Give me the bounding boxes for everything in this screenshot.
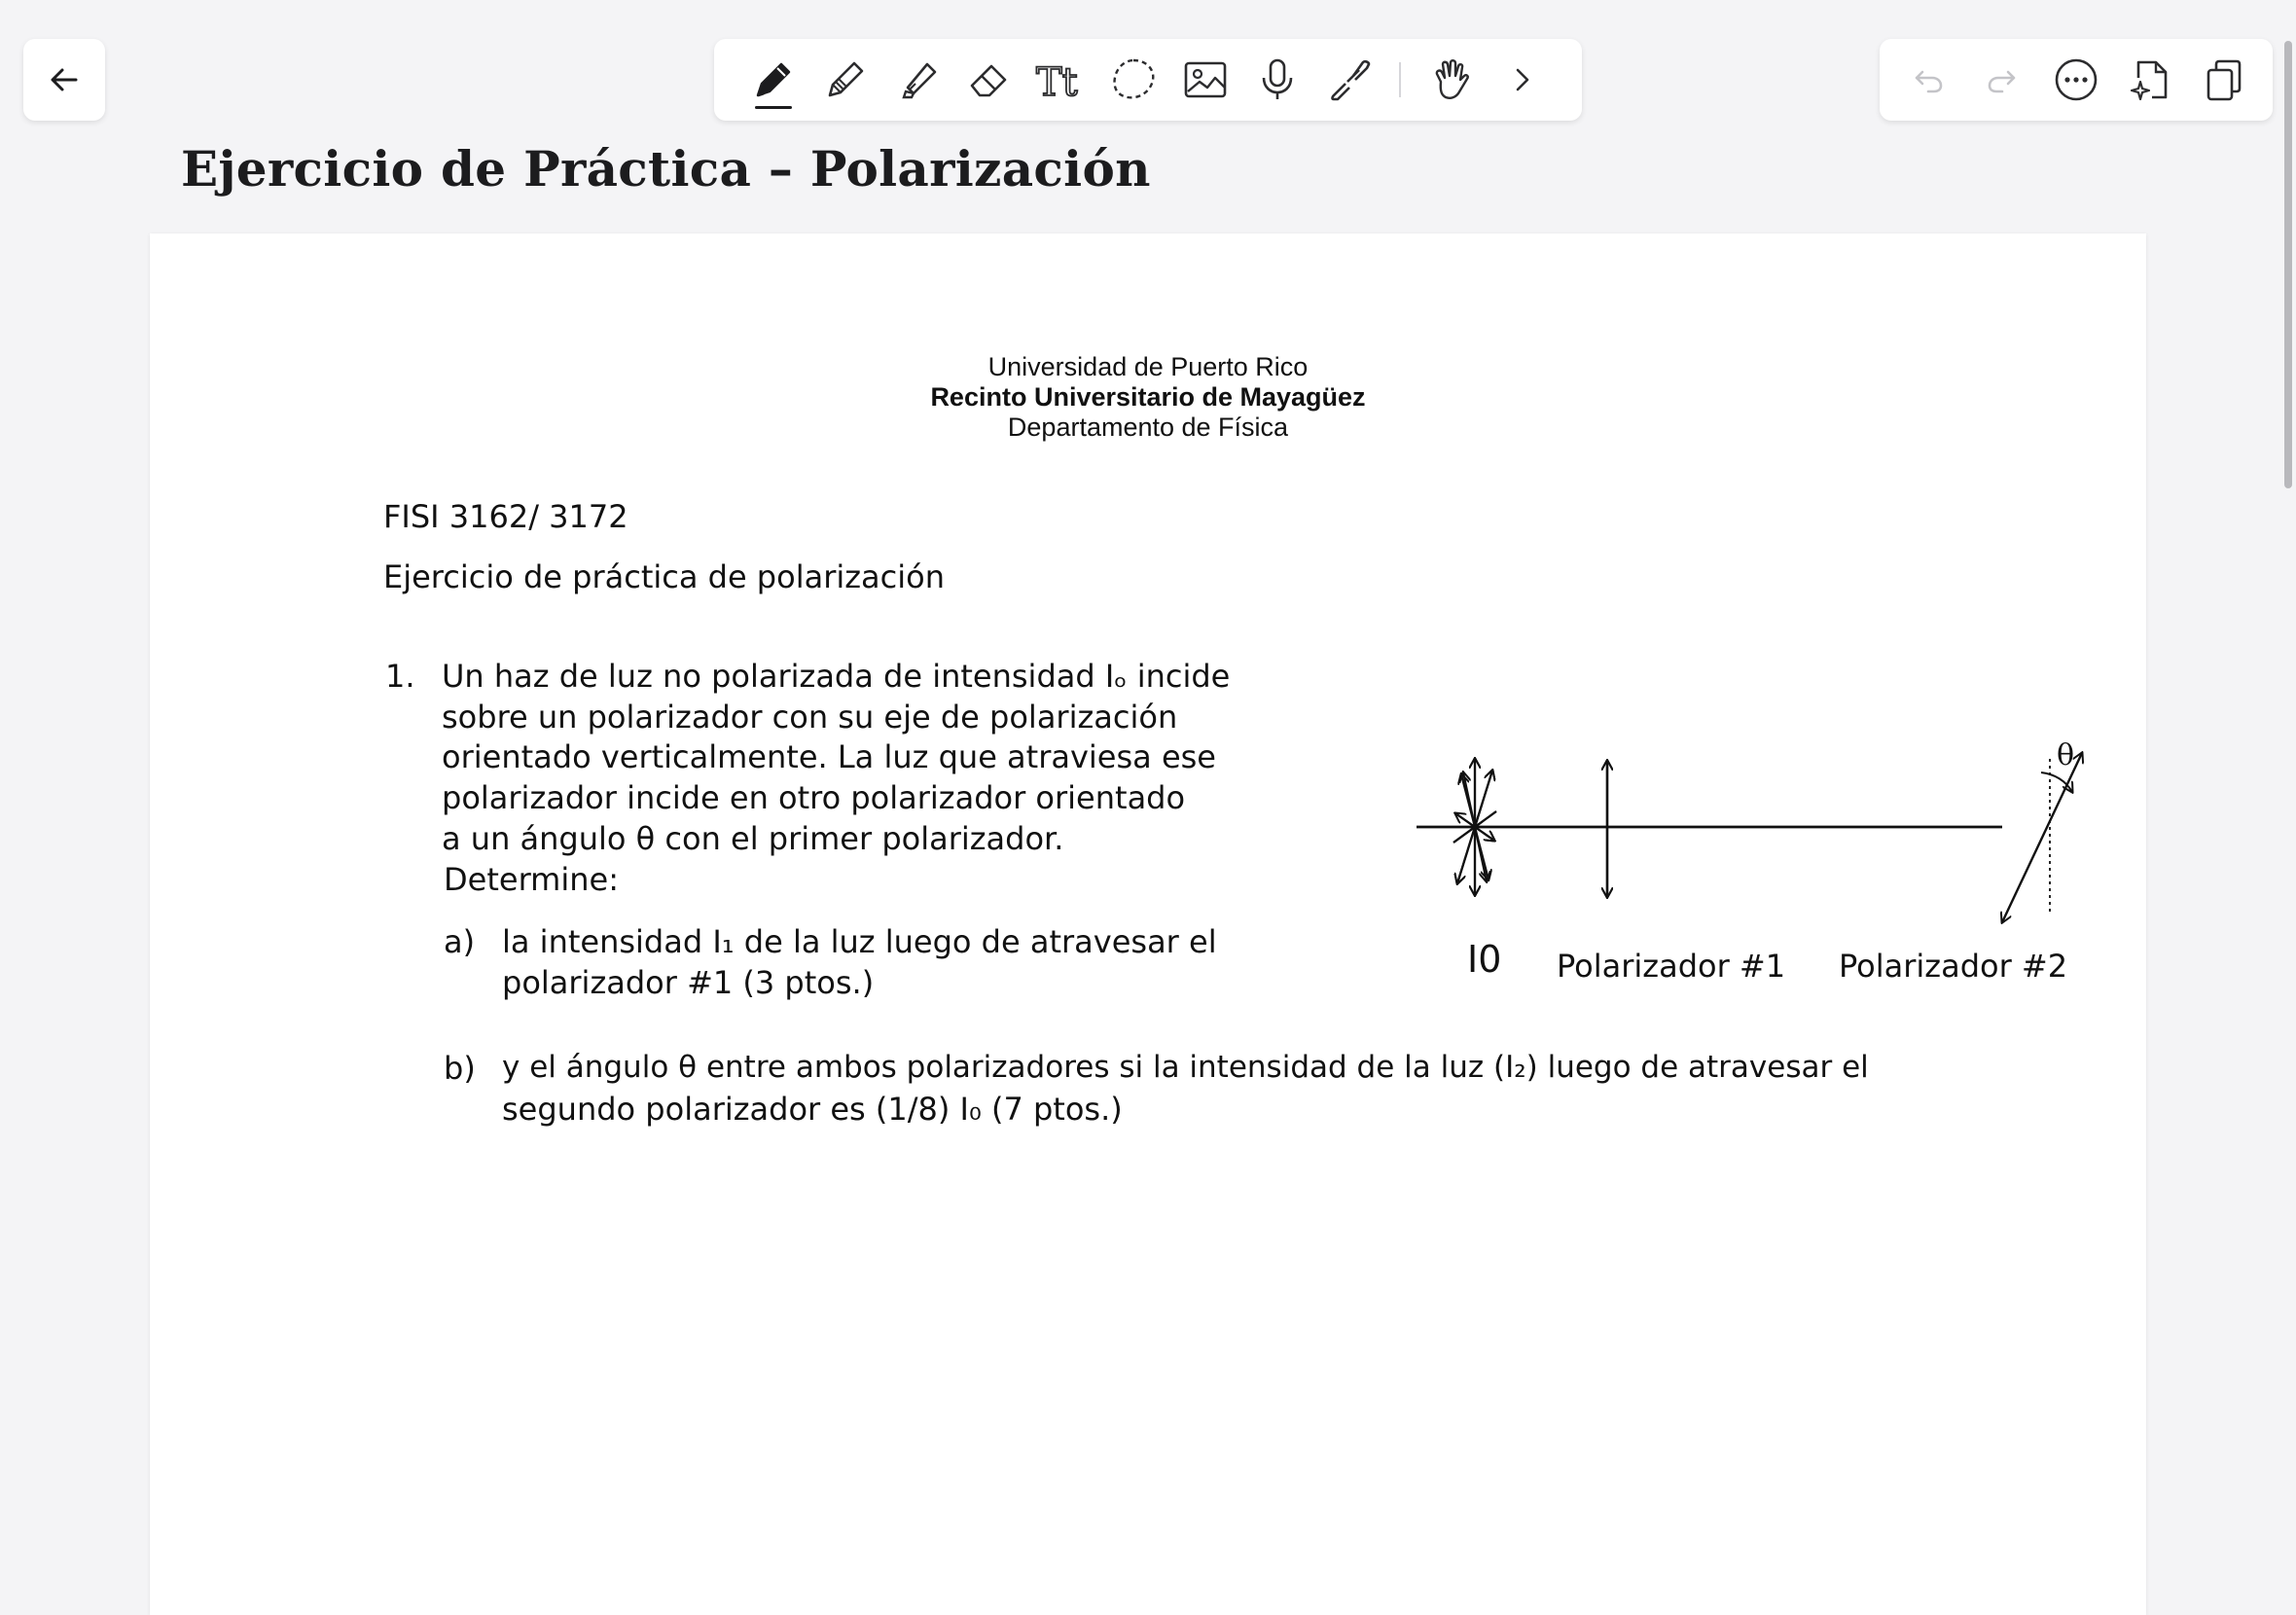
pen-tool[interactable] <box>737 43 809 117</box>
campus-name: Recinto Universitario de Mayagüez <box>930 382 1366 412</box>
polarizer-2-arrow <box>2002 753 2082 922</box>
toolbar-more-chevron[interactable] <box>1487 43 1559 117</box>
question-line: Un haz de luz no polarizada de intensidad Iₒ incide <box>442 658 1231 695</box>
ai-document-button[interactable] <box>2119 49 2181 111</box>
highlighter-tool[interactable] <box>881 43 953 117</box>
pencil-tool[interactable] <box>809 43 881 117</box>
part-b-line: segundo polarizador es (1/8) I₀ (7 ptos.) <box>502 1091 1123 1128</box>
university-name: Universidad de Puerto Rico <box>987 352 1309 381</box>
polarizer-2-drawing <box>1901 681 2115 934</box>
diagram-label-i0: I0 <box>1467 938 1502 981</box>
part-a-line: polarizador #1 (3 ptos.) <box>502 964 875 1001</box>
hand-icon <box>1425 54 1476 105</box>
link-tool[interactable] <box>1313 43 1385 117</box>
pen-icon <box>748 54 799 105</box>
lasso-tool[interactable] <box>1097 43 1169 117</box>
department-name: Departamento de Física <box>1007 413 1289 442</box>
question-line: orientado verticalmente. La luz que atraviesa ese <box>442 738 1216 775</box>
svg-text:Tt: Tt <box>1036 60 1078 105</box>
part-b-line: y el ángulo θ entre ambos polarizadores si la intensidad de la luz (I₂) luego de atravesar el <box>502 1050 1869 1085</box>
hand-tool[interactable] <box>1415 43 1487 117</box>
diagram-label-polarizer-1: Polarizador #1 <box>1557 948 1786 985</box>
document-title: Ejercicio de Práctica – Polarización <box>181 140 1151 197</box>
diagram-label-polarizer-2: Polarizador #2 <box>1839 948 2068 985</box>
drawing-toolbar <box>714 39 1582 121</box>
eraser-tool[interactable] <box>953 43 1025 117</box>
chevron-right-icon <box>1503 60 1542 99</box>
redo-icon <box>1983 60 2022 99</box>
image-icon <box>1180 54 1231 105</box>
undo-button[interactable] <box>1897 49 1959 111</box>
back-button[interactable] <box>23 39 105 121</box>
part-a-line: la intensidad I₁ de la luz luego de atravesar el <box>502 923 1217 960</box>
ellipsis-circle-icon <box>2053 56 2099 103</box>
toolbar-separator <box>1399 62 1401 97</box>
back-arrow-icon <box>45 60 84 99</box>
question-line: Determine: <box>444 861 619 898</box>
copy-pages-icon <box>2201 56 2247 103</box>
question-line: sobre un polarizador con su eje de polarización <box>442 699 1178 736</box>
part-b-label: b) <box>444 1050 476 1087</box>
document-page[interactable] <box>150 233 2146 1615</box>
more-options-button[interactable] <box>2045 49 2107 111</box>
question-number: 1. <box>385 658 415 695</box>
eraser-icon <box>964 54 1015 105</box>
pencil-icon <box>820 54 871 105</box>
exercise-subtitle: Ejercicio de práctica de polarización <box>383 558 945 595</box>
document-actions-toolbar <box>1880 39 2273 121</box>
text-tool[interactable] <box>1025 43 1097 117</box>
highlighter-icon <box>892 54 943 105</box>
undo-icon <box>1909 60 1948 99</box>
link-icon <box>1324 54 1375 105</box>
vertical-scrollbar[interactable] <box>2284 41 2292 488</box>
question-line: a un ángulo θ con el primer polarizador. <box>442 820 1064 857</box>
question-line: polarizador incide en otro polarizador orientado <box>442 779 1186 816</box>
text-icon <box>1034 54 1089 105</box>
part-a-label: a) <box>444 923 476 960</box>
document-sparkle-icon <box>2127 56 2173 103</box>
course-code: FISI 3162/ 3172 <box>383 498 628 535</box>
microphone-icon <box>1252 54 1303 105</box>
image-tool[interactable] <box>1169 43 1241 117</box>
theta-symbol: θ <box>2057 738 2075 772</box>
lasso-icon <box>1108 54 1159 105</box>
redo-button[interactable] <box>1971 49 2033 111</box>
pages-button[interactable] <box>2193 49 2255 111</box>
microphone-tool[interactable] <box>1241 43 1313 117</box>
